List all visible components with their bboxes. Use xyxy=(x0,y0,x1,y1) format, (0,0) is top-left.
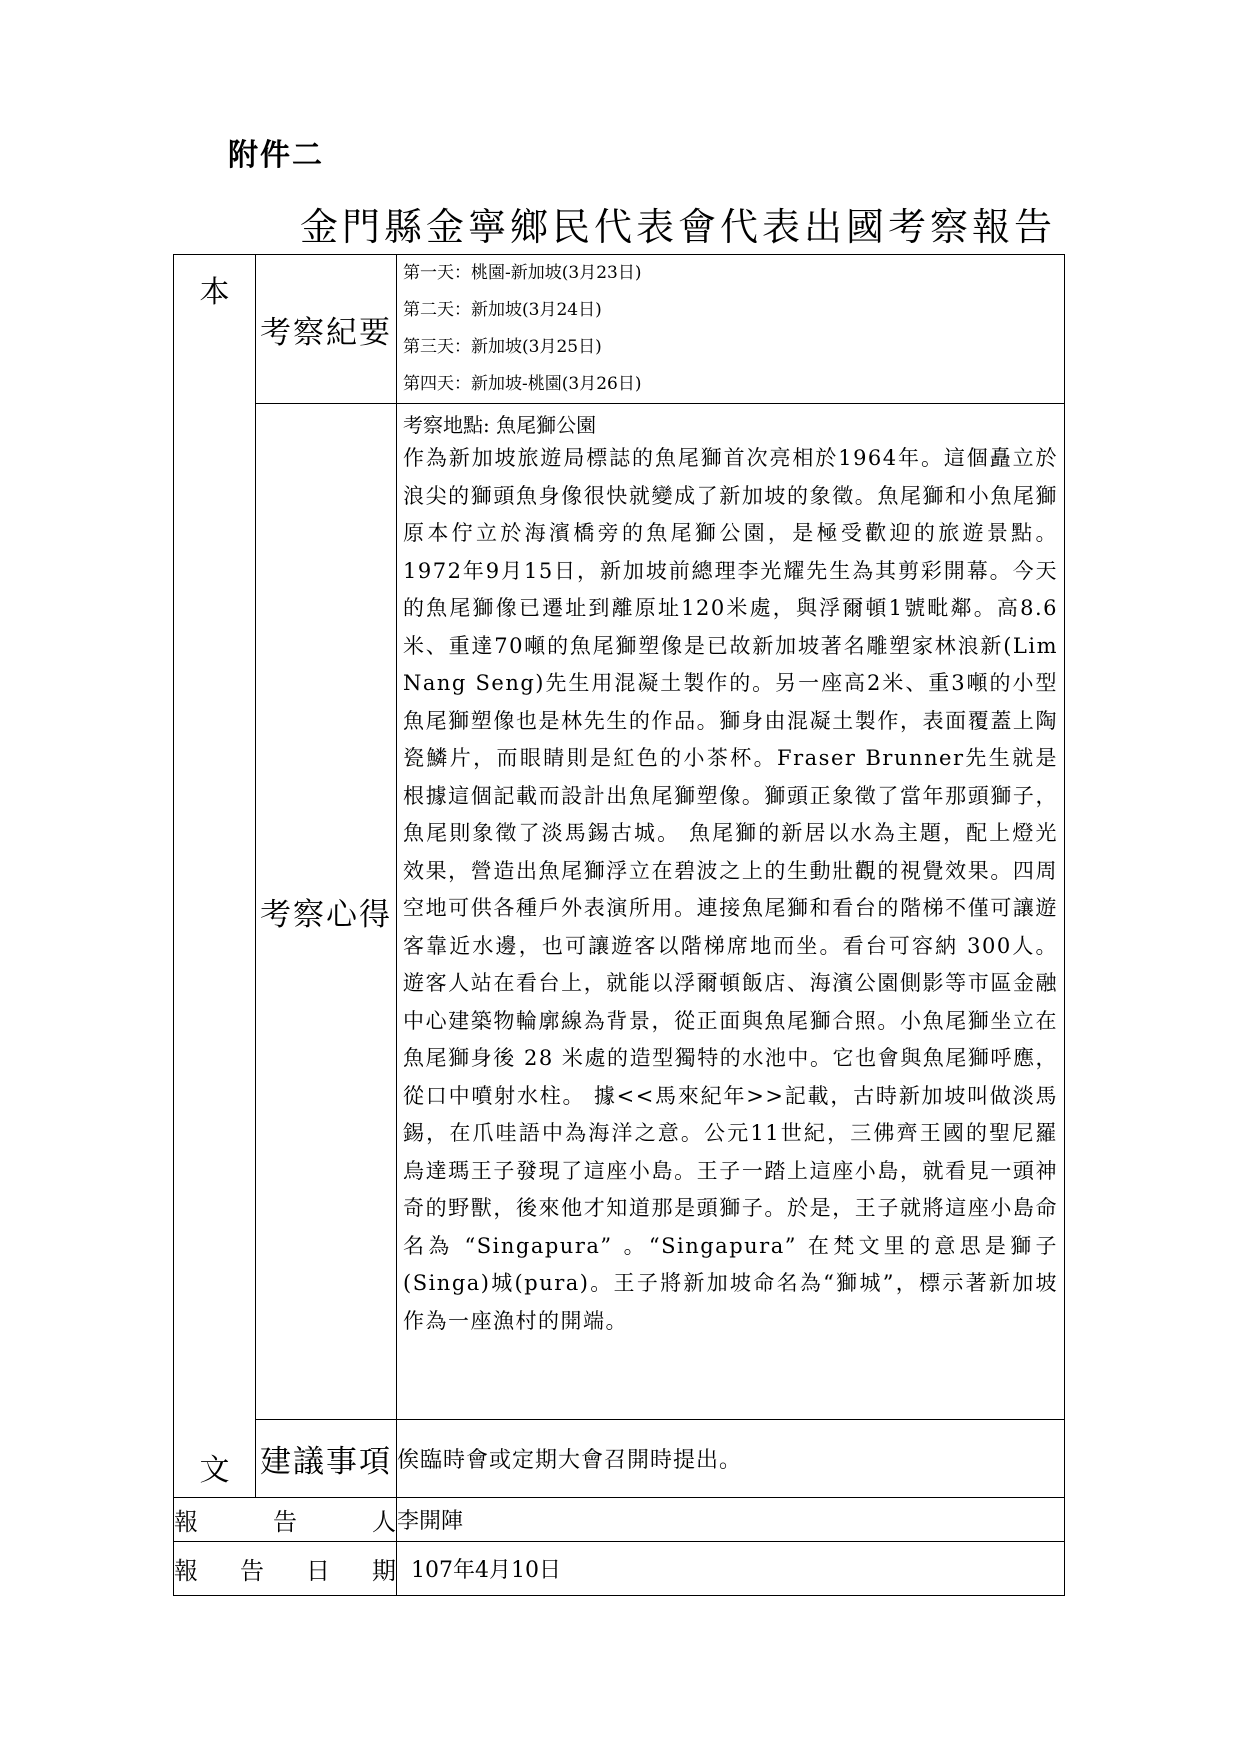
reporter-label xyxy=(174,1498,397,1542)
document-title: 金門縣金寧鄉民代表會代表出國考察報告 xyxy=(300,205,1057,249)
report-date-label-char: 日 xyxy=(306,1557,330,1585)
itinerary-day-3: 第三天：新加坡(3月25日) xyxy=(403,337,602,357)
reporter-label-char: 人 xyxy=(372,1508,396,1536)
body-side-cell xyxy=(174,255,256,1498)
side-label-top: 本 xyxy=(199,275,230,310)
notes-location: 考察地點: 魚尾獅公園 xyxy=(403,413,597,437)
side-label-bottom: 文 xyxy=(199,1453,230,1488)
notes-cell xyxy=(397,404,1065,1420)
itinerary-day-1: 第一天：桃園-新加坡(3月23日) xyxy=(403,263,642,283)
notes-label: 考察心得 xyxy=(256,404,397,1420)
report-date-label-char: 期 xyxy=(372,1557,396,1585)
itinerary-cell xyxy=(397,255,1065,404)
report-date-label-char: 告 xyxy=(240,1557,264,1585)
suggestions-text: 俟臨時會或定期大會召開時提出。 xyxy=(397,1420,1065,1498)
suggestions-label: 建議事項 xyxy=(256,1420,397,1498)
attachment-label: 附件二 xyxy=(228,138,324,173)
report-table xyxy=(173,254,1065,1596)
reporter-label-char: 報 xyxy=(174,1508,198,1536)
itinerary-day-4: 第四天：新加坡-桃園(3月26日) xyxy=(403,374,642,394)
reporter-value: 李開陣 xyxy=(397,1498,1065,1542)
reporter-label-char: 告 xyxy=(273,1508,297,1536)
itinerary-day-2: 第二天：新加坡(3月24日) xyxy=(403,300,602,320)
notes-body: 作為新加坡旅遊局標誌的魚尾獅首次亮相於1964年。這個矗立於浪尖的獅頭魚身像很快就變成了新加坡的象徵。魚尾獅和小魚尾獅原本佇立於海濱橋旁的魚尾獅公園，是極受歡迎的旅遊景點。1972年9月15日，新加坡前總理李光耀先生為其剪彩開幕。今天的魚尾獅像已遷址到離原址120米處，與浮爾頓1號毗鄰。高8.6米、重達70噸的魚尾獅塑像是已故新加坡著名雕塑家林浪新(Lim Nang Seng)先生用混凝土製作的。另一座高2米、重3噸的小型魚尾獅塑像也是林先生的作品。獅身由混凝土製作，表面覆蓋上陶瓷鱗片，而眼睛則是紅色的小茶杯。Fraser Brunner先生就是根據這個記載而設計出魚尾獅塑像。獅頭正象徵了當年那頭獅子，魚尾則象徵了淡馬錫古城。 魚尾獅的新居以水為主題，配上燈光效果，營造出魚尾獅浮立在碧波之上的生動壯觀的視覺效果。四周空地可供各種戶外表演所用。連接魚尾獅和看台的階梯不僅可讓遊客靠近水邊，也可讓遊客以階梯席地而坐。看台可容納 300人。遊客人站在看台上，就能以浮爾頓飯店、海濱公園側影等市區金融中心建築物輪廓線為背景，從正面與魚尾獅合照。小魚尾獅坐立在魚尾獅身後 28 米處的造型獨特的水池中。它也會與魚尾獅呼應，從口中噴射水柱。 據<<馬來紀年>>記載，古時新加坡叫做淡馬錫，在爪哇語中為海洋之意。公元11世紀，三佛齊王國的聖尼羅烏達瑪王子發現了這座小島。王子一踏上這座小島，就看見一頭神奇的野獸，後來他才知道那是頭獅子。於是，王子就將這座小島命名為 “Singapura” 。“Singapura” 在梵文里的意思是獅子(Singa)城(pura)。王子將新加坡命名為“獅城”，標示著新加坡作為一座漁村的開端。 xyxy=(403,446,1058,1333)
itinerary-label: 考察紀要 xyxy=(256,255,397,404)
report-date-label-char: 報 xyxy=(174,1557,198,1585)
report-date-label xyxy=(174,1542,397,1596)
report-date-value: 107年4月10日 xyxy=(397,1542,1065,1596)
